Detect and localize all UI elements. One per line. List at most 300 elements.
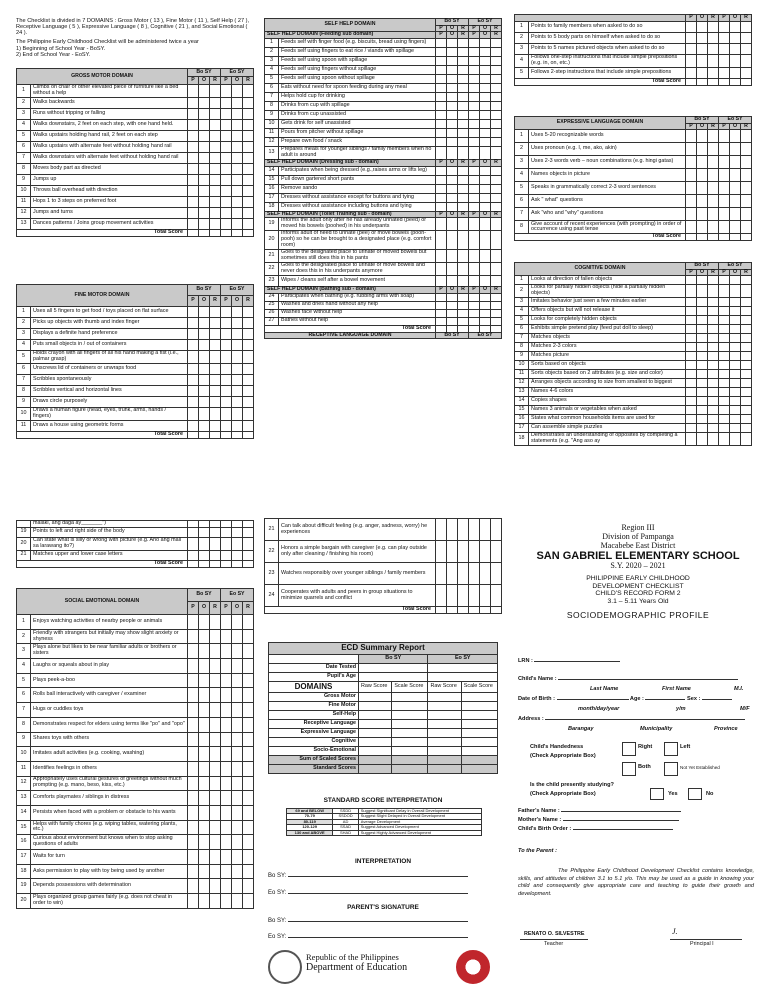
item-number: 1 — [515, 21, 529, 32]
item-number: 1 — [17, 615, 31, 630]
table-row — [265, 111, 502, 120]
table-row — [515, 182, 752, 195]
item-number: 18 — [17, 864, 31, 879]
item-number: 5 — [17, 351, 31, 364]
teacher-name: RENATO O. SILVESTRE — [524, 931, 585, 937]
item-text: Plays peek-a-boo — [31, 673, 188, 688]
item-text: Names 4-6 colors — [529, 388, 686, 397]
item-text: Demonstrates respect for elders using terms like "po" and "opo" — [31, 717, 188, 732]
yes-box[interactable] — [650, 788, 664, 800]
table-row — [265, 519, 502, 541]
both-box[interactable] — [622, 762, 636, 776]
item-number: 9 — [515, 352, 529, 361]
item-number: 14 — [17, 805, 31, 820]
title-2: DEVELOPMENT CHECKLIST — [592, 582, 684, 590]
handedness: Child's Handedness — [530, 744, 584, 750]
ssi-range: 130 and ABOVE — [287, 830, 333, 835]
table-row — [17, 521, 254, 528]
item-text: Asks permission to play with toy being used by another — [31, 864, 188, 879]
item-number: 12 — [17, 207, 31, 218]
mother: Mother's Name : — [518, 817, 679, 823]
table-row — [17, 130, 254, 141]
total-score-label: Total Score — [17, 431, 188, 438]
item-text: malaki, ang daga ay_______") — [31, 521, 188, 528]
item-number: 5 — [17, 130, 31, 141]
item-number: 21 — [265, 250, 279, 263]
notyet-box[interactable] — [664, 762, 678, 776]
ecd-scale: Scale Score — [392, 681, 428, 693]
item-number: 13 — [17, 791, 31, 806]
fine-motor-table — [16, 284, 254, 439]
ecd-raw: Raw Score — [359, 681, 392, 693]
table-row — [515, 343, 752, 352]
col-o: O — [447, 25, 458, 32]
item-number: 5 — [265, 75, 279, 84]
mf-label: M/F — [740, 706, 750, 712]
table-row — [265, 193, 502, 202]
item-text: Drinks from cup unassisted — [279, 111, 436, 120]
total-score-label: Total Score — [265, 607, 436, 614]
item-text: Helps hold cup for drinking — [279, 93, 436, 102]
item-number: 5 — [515, 67, 529, 78]
table-row — [17, 396, 254, 407]
table-row — [265, 585, 502, 607]
item-text: Informs the adult only after he has already urinated (peed) or moved his bowels (poohed) in his underpants — [279, 218, 436, 231]
col-r: R — [210, 602, 221, 615]
item-text: Feeds self using fingers without spillage — [279, 66, 436, 75]
item-text: Plays organized group games fairly (e.g. does not cheat in order to win) — [31, 894, 188, 909]
item-number: 1 — [265, 39, 279, 48]
item-number: 9 — [17, 732, 31, 747]
item-number: 10 — [17, 185, 31, 196]
item-text: Demonstrates an understanding of opposites by completing a statements (e.g. "Ang aso ay — [529, 433, 686, 446]
title-4: 3.1 – 5.11 Years Old — [607, 597, 669, 605]
item-number: 4 — [515, 169, 529, 182]
item-number: 8 — [17, 385, 31, 396]
deped-name: Department of Education — [306, 962, 408, 974]
item-text: Goes to the designated place to urinate or moved bowels but sometimes still does this in his pants — [279, 250, 436, 263]
item-number: 23 — [265, 563, 279, 585]
table-row — [265, 563, 502, 585]
item-text: Points to family members when asked to do so — [529, 21, 686, 32]
ecd-scale2: Scale Score — [461, 681, 497, 693]
bosy-header: Bo SY — [436, 19, 469, 26]
table-row — [515, 334, 752, 343]
item-number: 6 — [515, 195, 529, 208]
table-row — [515, 397, 752, 406]
sig-eosy: Eo SY: — [268, 934, 468, 941]
item-number: 10 — [515, 361, 529, 370]
item-text: Participates when bathing (e.g. rubbing arms with soap) — [279, 293, 436, 301]
item-text: Looks for partially hidden objects (hide a partially hidden objects) — [529, 285, 686, 298]
ecd-row — [269, 738, 498, 747]
ecd-domain-label: Fine Motor — [269, 702, 359, 711]
item-text: Dresses without assistance including buttons and tying — [279, 202, 436, 211]
item-number: 23 — [265, 275, 279, 286]
item-text: Points to 5 names pictured objects when asked to do so — [529, 43, 686, 54]
division: Division of Pampanga — [602, 531, 674, 541]
district: Macabebe East District — [600, 540, 676, 550]
table-row — [17, 363, 254, 374]
item-text: Remove sando — [279, 184, 436, 193]
item-text: Persists when faced with a problem or obstacle to his wants — [31, 805, 188, 820]
item-text: Jumps and turns — [31, 207, 188, 218]
table-row — [17, 119, 254, 130]
table-row — [17, 550, 254, 560]
item-number: 3 — [515, 298, 529, 307]
item-text: Scribbles spontaneously — [31, 374, 188, 385]
item-number: 10 — [265, 120, 279, 129]
col-p: P — [686, 123, 697, 130]
table-row — [17, 407, 254, 420]
item-text: Uses 2-3 words verb – noun combinations (e.g. hingi gatas) — [529, 156, 686, 169]
item-number: 19 — [265, 218, 279, 231]
left-box[interactable] — [664, 742, 678, 756]
item-text: Draws circle purposely — [31, 396, 188, 407]
item-text: Arranges objects according to size from smallest to biggest — [529, 379, 686, 388]
table-row — [515, 433, 752, 446]
item-number: 2 — [17, 97, 31, 108]
table-row — [515, 370, 752, 379]
item-text: Feeds self with finger food (e.g. biscuits, bread using fingers) — [279, 39, 436, 48]
eosy-header: Eo SY — [221, 589, 254, 602]
item-text: Drinks from cup with spillage — [279, 102, 436, 111]
eosy-header: Eo SY — [719, 117, 752, 124]
gross-motor-table — [16, 68, 254, 237]
table-row — [17, 850, 254, 865]
item-text: Holds crayon with all fingers of all his hand making a fist (i.e., palmar grasp) — [31, 351, 188, 364]
item-number: 2 — [265, 48, 279, 57]
ecd-domain-label: Socio-Emotional — [269, 747, 359, 756]
col-r: R — [243, 296, 254, 307]
ecd-row — [269, 729, 498, 738]
to-parent: To the Parent : — [518, 848, 557, 854]
item-number: 1 — [17, 307, 31, 318]
item-number: 4 — [17, 119, 31, 130]
item-number: 2 — [515, 285, 529, 298]
table-row — [17, 340, 254, 351]
table-row — [265, 175, 502, 184]
item-number: 17 — [17, 850, 31, 865]
sub-domain-title: SELF HELP DOMAIN (Bathing sub - domain) — [265, 286, 436, 293]
table-row — [515, 325, 752, 334]
item-number: 20 — [17, 537, 31, 550]
col-p: P — [469, 25, 480, 32]
right-box[interactable] — [622, 742, 636, 756]
sig-bosy: Bo SY: — [268, 918, 468, 925]
eosy-header: Eo SY — [221, 285, 254, 296]
item-text: Pull down gartered short pants — [279, 175, 436, 184]
ecd-domain-label: Cognitive — [269, 738, 359, 747]
table-row — [17, 615, 254, 630]
item-text: Unscrews lid of containers or unwraps food — [31, 363, 188, 374]
item-number: 6 — [17, 688, 31, 703]
item-number: 8 — [17, 163, 31, 174]
col-o: O — [199, 602, 210, 615]
bosy-header: Bo SY — [188, 285, 221, 296]
table-row — [265, 129, 502, 138]
expressive-language-table — [514, 116, 752, 241]
col-p: P — [686, 269, 697, 276]
item-number: 9 — [17, 396, 31, 407]
item-number: 20 — [17, 894, 31, 909]
ecd-domain-label: Receptive Language — [269, 720, 359, 729]
ssi-desc: Suggest Slight Delayed in Overall Development — [358, 814, 481, 819]
item-number: 19 — [17, 879, 31, 894]
item-text: Copies shapes — [529, 397, 686, 406]
item-text: Uses 5-20 recognizable words — [529, 130, 686, 143]
brgy-label: Barangay — [568, 726, 594, 732]
item-number: 4 — [265, 66, 279, 75]
ssi-range: 80-119 — [287, 819, 333, 824]
item-text: Washes face without help — [279, 309, 436, 317]
item-text: Rolls ball interactively with caregiver / examiner — [31, 688, 188, 703]
table-row — [17, 307, 254, 318]
ssi-desc: Suggest Significant Delay in Overall Development — [358, 809, 481, 814]
item-number: 6 — [17, 363, 31, 374]
item-number: 1 — [515, 276, 529, 285]
item-number: 3 — [515, 43, 529, 54]
both-label: Both — [638, 764, 651, 770]
table-row — [515, 54, 752, 67]
item-number: 11 — [17, 761, 31, 776]
item-text: Looks at direction of fallen objects — [529, 276, 686, 285]
col-r: R — [741, 269, 752, 276]
item-text: Feeds self using spoon without spillage — [279, 75, 436, 84]
sub-domain-title: SELF HELP DOMAIN (Feeding sub domain) — [265, 32, 436, 39]
item-text: Laughs or squeals about in play — [31, 659, 188, 674]
item-number: 12 — [265, 138, 279, 147]
col-p: P — [188, 296, 199, 307]
item-text: Climbs on chair or other elevated piece of furniture like a bed without a help — [31, 85, 188, 98]
item-number: 20 — [265, 231, 279, 250]
receptive-language-table: P O R P O R 1 Points to family members when asked to do so 2 Points to 5 body parts on himself when asked to do so 3 Points to 5 names pictured objects when asked to do so 4 Follows one-step instructions that include simple prepositions (e.g. in, on, etc.) 5 Follows 2-step instructions that include simple prepositions Total Score — [514, 14, 752, 86]
interp-bosy: Bo SY: — [268, 873, 468, 880]
social-emotional-table — [16, 588, 254, 909]
bosy-header: Bo SY — [188, 589, 221, 602]
item-text: Identifies feelings in others — [31, 761, 188, 776]
table-row — [515, 307, 752, 316]
item-text: Eats without need for spoon feeding during any meal — [279, 84, 436, 93]
item-number: 4 — [17, 340, 31, 351]
item-text: Bathes without help — [279, 317, 436, 325]
item-number: 5 — [17, 673, 31, 688]
table-row — [17, 747, 254, 762]
item-number: 15 — [515, 406, 529, 415]
table-row — [515, 285, 752, 298]
item-text: Pours from pitcher without spillage — [279, 129, 436, 138]
mun-label: Municipality — [640, 726, 673, 732]
table-row — [515, 406, 752, 415]
domain-title: GROSS MOTOR DOMAIN — [17, 69, 188, 85]
table-row — [265, 184, 502, 193]
ecd-domain-label: Self-Help — [269, 711, 359, 720]
eosy-header: Eo SY — [469, 19, 502, 26]
item-text: Draws a house using geometric forms — [31, 420, 188, 431]
col-r: R — [708, 269, 719, 276]
table-row — [17, 776, 254, 791]
table-row — [515, 361, 752, 370]
title-3: CHILD'S RECORD FORM 2 — [595, 590, 681, 598]
col-o: O — [480, 25, 491, 32]
school-name: SAN GABRIEL ELEMENTARY SCHOOL — [536, 550, 740, 563]
col-o: O — [232, 602, 243, 615]
ecd-sum: Sum of Scaled Scores — [269, 755, 359, 764]
item-text: Ask " what" questions — [529, 195, 686, 208]
item-number: 6 — [515, 325, 529, 334]
item-number: 9 — [265, 111, 279, 120]
item-text: Sorts based on objects — [529, 361, 686, 370]
first-name-label: First Name — [662, 686, 691, 692]
ecd-row — [269, 693, 498, 702]
item-text: Points to 5 body parts on himself when asked to do so — [529, 32, 686, 43]
study-question: Is the child presently studying? — [530, 782, 614, 788]
table-row — [515, 221, 752, 234]
no-label: No — [706, 791, 714, 797]
yes-label: Yes — [668, 791, 678, 797]
item-number: 2 — [17, 629, 31, 644]
ssi-desc: Suggest Advanced Development — [358, 825, 481, 830]
table-row — [265, 202, 502, 211]
dob: Date of Birth : Age : Sex : — [518, 696, 754, 702]
item-text: Points to left and right side of the body — [31, 527, 188, 537]
table-row — [265, 48, 502, 57]
item-text: Matches upper and lower case letters — [31, 550, 188, 560]
item-text: Jumps up — [31, 174, 188, 185]
ssi-code: SSAD — [333, 825, 358, 830]
cognitive-continued-table — [16, 520, 254, 568]
deped-republic: Republic of the Philippines — [306, 952, 399, 962]
ecd-title: ECD Summary Report — [269, 643, 498, 655]
table-row — [265, 301, 502, 309]
ecd-raw2: Raw Score — [428, 681, 461, 693]
col-p: P — [188, 77, 199, 85]
item-text: Informs adult of need to urinate (pee) or move bowels (pooh-pooh) so he can be brought to a designated place (e.g. comfort room) — [279, 231, 436, 250]
table-row — [17, 152, 254, 163]
item-text: Enjoys watching activities of nearby people or animals — [31, 615, 188, 630]
col-o: O — [730, 269, 741, 276]
item-text: Dresses without assistance except for buttons and tying — [279, 193, 436, 202]
total-score-label: Total Score — [515, 234, 686, 241]
check-note-1: (Check Appropriate Box) — [530, 753, 596, 759]
table-row — [17, 318, 254, 329]
table-row — [265, 293, 502, 301]
table-row — [17, 196, 254, 207]
table-row — [17, 185, 254, 196]
ssi-table — [286, 808, 482, 836]
col-o: O — [199, 77, 210, 85]
ssi-desc: Suggest Highly Advanced Development — [358, 830, 481, 835]
item-text: Imitates behavior just seen a few minutes earlier — [529, 298, 686, 307]
table-row — [265, 218, 502, 231]
social-emotional-continued-table — [264, 518, 502, 614]
col-p: P — [719, 269, 730, 276]
ecd-row — [269, 720, 498, 729]
col-o: O — [199, 296, 210, 307]
table-row — [17, 732, 254, 747]
table-row — [265, 541, 502, 563]
item-number: 5 — [515, 182, 529, 195]
principal-label: Principal I — [690, 941, 714, 947]
item-number: 16 — [17, 835, 31, 850]
ssi-range: 120-129 — [287, 825, 333, 830]
item-number: 26 — [265, 309, 279, 317]
ssi-desc: Average Development — [358, 819, 481, 824]
item-number: 14 — [265, 166, 279, 175]
item-number: 3 — [515, 156, 529, 169]
ssi-title: STANDARD SCORE INTERPRETATION — [323, 797, 443, 804]
item-text: Shares toys with others — [31, 732, 188, 747]
ecd-summary — [268, 642, 498, 774]
item-text: Curious about environment but knows when to stop asking questions of adults — [31, 835, 188, 850]
item-number: 11 — [17, 420, 31, 431]
total-score-label: Total Score — [17, 560, 188, 567]
item-text: Give account of recent experiences (with prompting) in order of occurrence using past tense — [529, 221, 686, 234]
item-number: 2 — [515, 32, 529, 43]
item-number: 17 — [515, 424, 529, 433]
item-text: Hops 1 to 3 steps on preferred foot — [31, 196, 188, 207]
col-p: P — [221, 77, 232, 85]
table-row — [17, 644, 254, 659]
table-row — [265, 317, 502, 325]
ssi-range: 69 and BELOW — [287, 809, 333, 814]
item-text: Speaks in grammatically correct 2-3 word sentences — [529, 182, 686, 195]
table-row — [515, 32, 752, 43]
table-row — [17, 374, 254, 385]
ecd-row — [269, 711, 498, 720]
total-score-label: Total Score — [17, 229, 188, 236]
item-text: Matches objects — [529, 334, 686, 343]
ecd-domain-label: Gross Motor — [269, 693, 359, 702]
item-number: 7 — [515, 208, 529, 221]
ecd-domain-label: Expressive Language — [269, 729, 359, 738]
col-o: O — [697, 269, 708, 276]
table-row — [515, 21, 752, 32]
table-row — [17, 385, 254, 396]
intro-bosy: 1) Beginning of School Year - BoSY. — [16, 45, 106, 52]
item-text: Comforts playmates / siblings in distress — [31, 791, 188, 806]
item-text: Follows one-step instructions that include simple prepositions (e.g. in, on, etc.) — [529, 54, 686, 67]
item-text: Walks backwards — [31, 97, 188, 108]
item-number: 21 — [17, 550, 31, 560]
receptive-title: RECEPTIVE LANGUAGE DOMAIN — [265, 332, 436, 339]
table-row — [17, 329, 254, 340]
no-box[interactable] — [688, 788, 702, 800]
table-row — [17, 537, 254, 550]
domain-title: EXPRESSIVE LANGUAGE DOMAIN — [515, 117, 686, 130]
item-text: Feeds self using fingers to eat rice / viands with spillage — [279, 48, 436, 57]
item-number: 2 — [17, 318, 31, 329]
ecd-row — [269, 702, 498, 711]
col-p: P — [436, 25, 447, 32]
item-number: 11 — [515, 370, 529, 379]
total-score-label: Total Score — [515, 78, 686, 85]
bosy-header: Bo SY — [686, 117, 719, 124]
item-text: Follows 2-step instructions that include simple prepositions — [529, 67, 686, 78]
item-number: 12 — [17, 776, 31, 791]
table-row — [515, 388, 752, 397]
interp-title: INTERPRETATION — [354, 858, 412, 865]
item-number: 21 — [265, 519, 279, 541]
table-row — [17, 688, 254, 703]
item-number: 1 — [515, 130, 529, 143]
table-row — [515, 298, 752, 307]
item-text: Walks downstairs, 2 feet on each step, with one hand held. — [31, 119, 188, 130]
item-number: 18 — [265, 202, 279, 211]
ssi-range: 70-79 — [287, 814, 333, 819]
item-text: Waits for turn — [31, 850, 188, 865]
item-text: Can assemble simple puzzles — [529, 424, 686, 433]
